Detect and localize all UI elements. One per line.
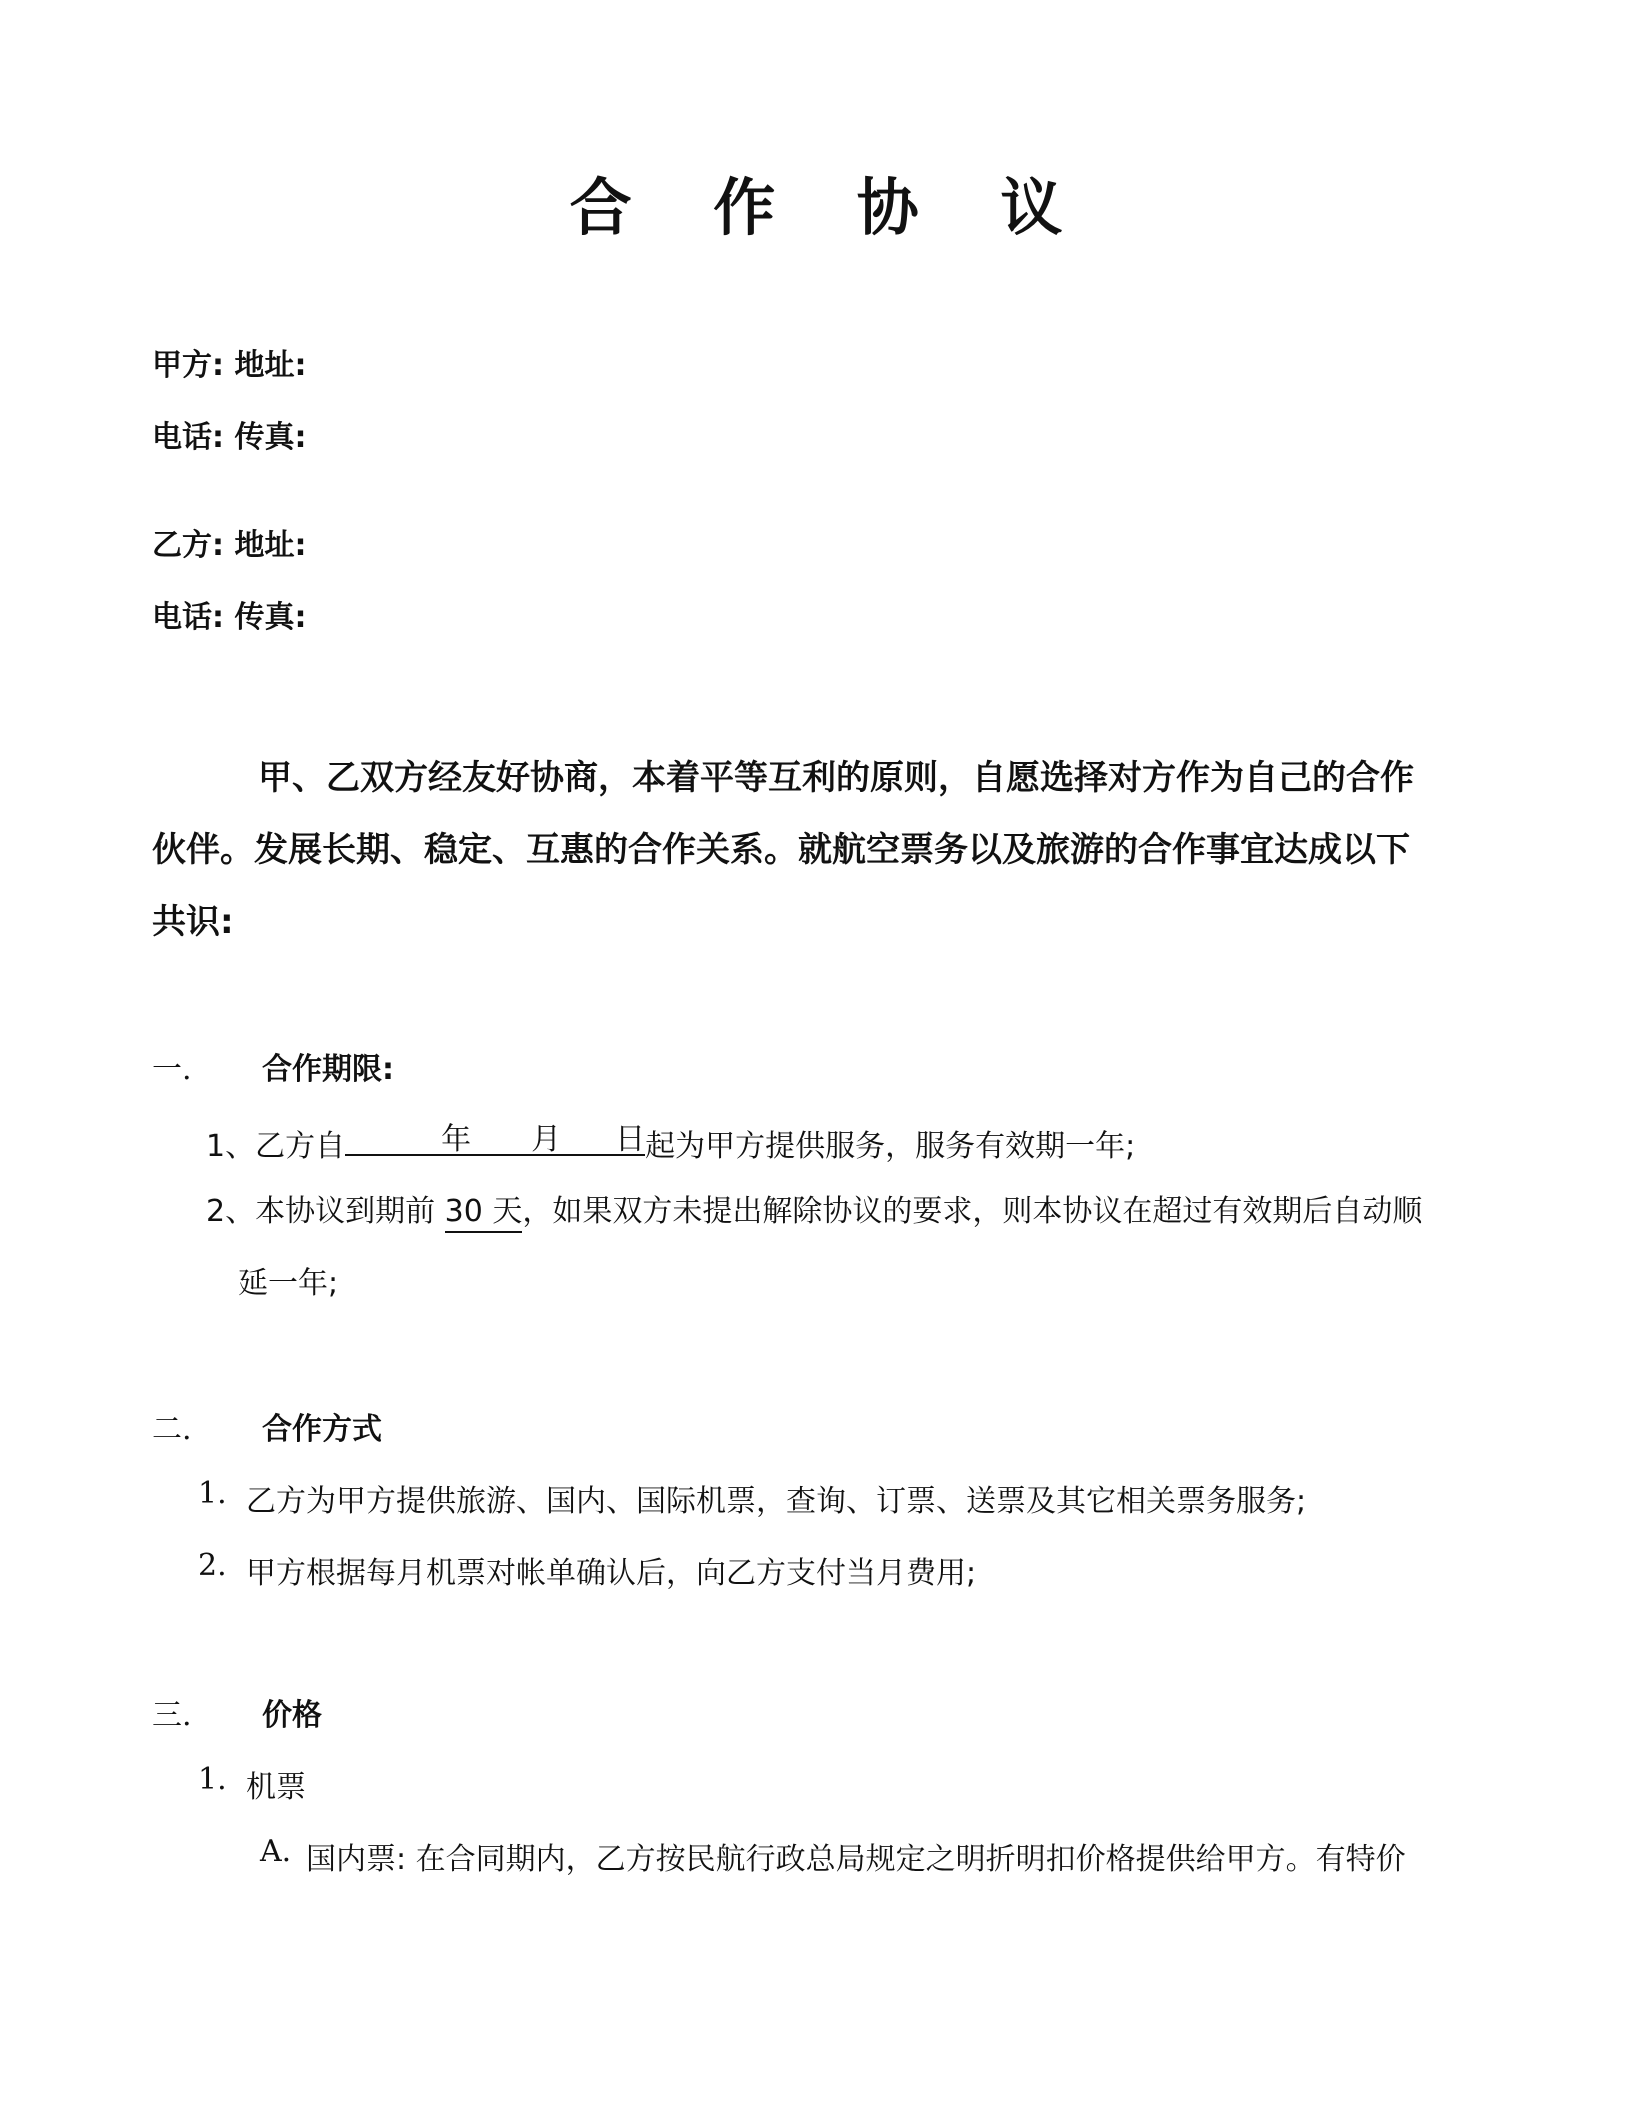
blank-year-label: 年	[441, 1122, 472, 1157]
document-title: 合 作 协 议	[569, 171, 1093, 244]
intro-line-3: 共识:	[152, 902, 234, 942]
section-1-title: 合作期限:	[262, 1052, 394, 1087]
party-a-address: 甲方: 地址:	[152, 348, 307, 383]
section-1-item-1	[206, 1114, 1135, 1165]
date-blank	[345, 1114, 645, 1156]
section-2-item-2-number: 2.	[198, 1548, 227, 1583]
intro-line-1: 甲、乙双方经友好协商，本着平等互利的原则，自愿选择对方作为自己的合作	[258, 758, 1414, 798]
section-1-item-2	[206, 1186, 1422, 1230]
section-2-number: 二.	[152, 1412, 192, 1447]
item-2-post: ，如果双方未提出解除协议的要求，则本协议在超过有效期后自动顺	[522, 1194, 1423, 1229]
blank-month-label: 月	[531, 1122, 562, 1157]
item-1-prefix: 1、乙方自	[206, 1129, 346, 1164]
section-2-item-1-number: 1.	[198, 1476, 227, 1511]
blank-day-label: 日	[615, 1122, 646, 1157]
days-value: 30 天	[445, 1194, 523, 1233]
party-b-address: 乙方: 地址:	[152, 528, 307, 563]
intro-line-2: 伙伴。发展长期、稳定、互惠的合作关系。就航空票务以及旅游的合作事宜达成以下	[152, 830, 1410, 870]
section-3-item-1-text: 机票	[246, 1770, 306, 1805]
section-3-title: 价格	[262, 1698, 322, 1733]
section-3-item-a-text: 国内票: 在合同期内，乙方按民航行政总局规定之明折明扣价格提供给甲方。有特价	[306, 1842, 1406, 1877]
section-3-item-a-number: A.	[260, 1834, 292, 1869]
section-1-item-2-cont: 延一年;	[238, 1266, 339, 1301]
party-b-contact: 电话: 传真:	[152, 600, 307, 635]
item-1-suffix: 起为甲方提供服务，服务有效期一年;	[645, 1129, 1136, 1164]
item-2-pre: 2、本协议到期前	[206, 1194, 445, 1229]
section-2-item-1-text: 乙方为甲方提供旅游、国内、国际机票，查询、订票、送票及其它相关票务服务;	[246, 1484, 1307, 1519]
section-3-number: 三.	[152, 1698, 192, 1733]
section-3-item-1-number: 1.	[198, 1762, 227, 1797]
section-1-number: 一.	[152, 1052, 192, 1087]
section-2-title: 合作方式	[262, 1412, 382, 1447]
section-2-item-2-text: 甲方根据每月机票对帐单确认后，向乙方支付当月费用;	[246, 1556, 977, 1591]
party-a-contact: 电话: 传真:	[152, 420, 307, 455]
